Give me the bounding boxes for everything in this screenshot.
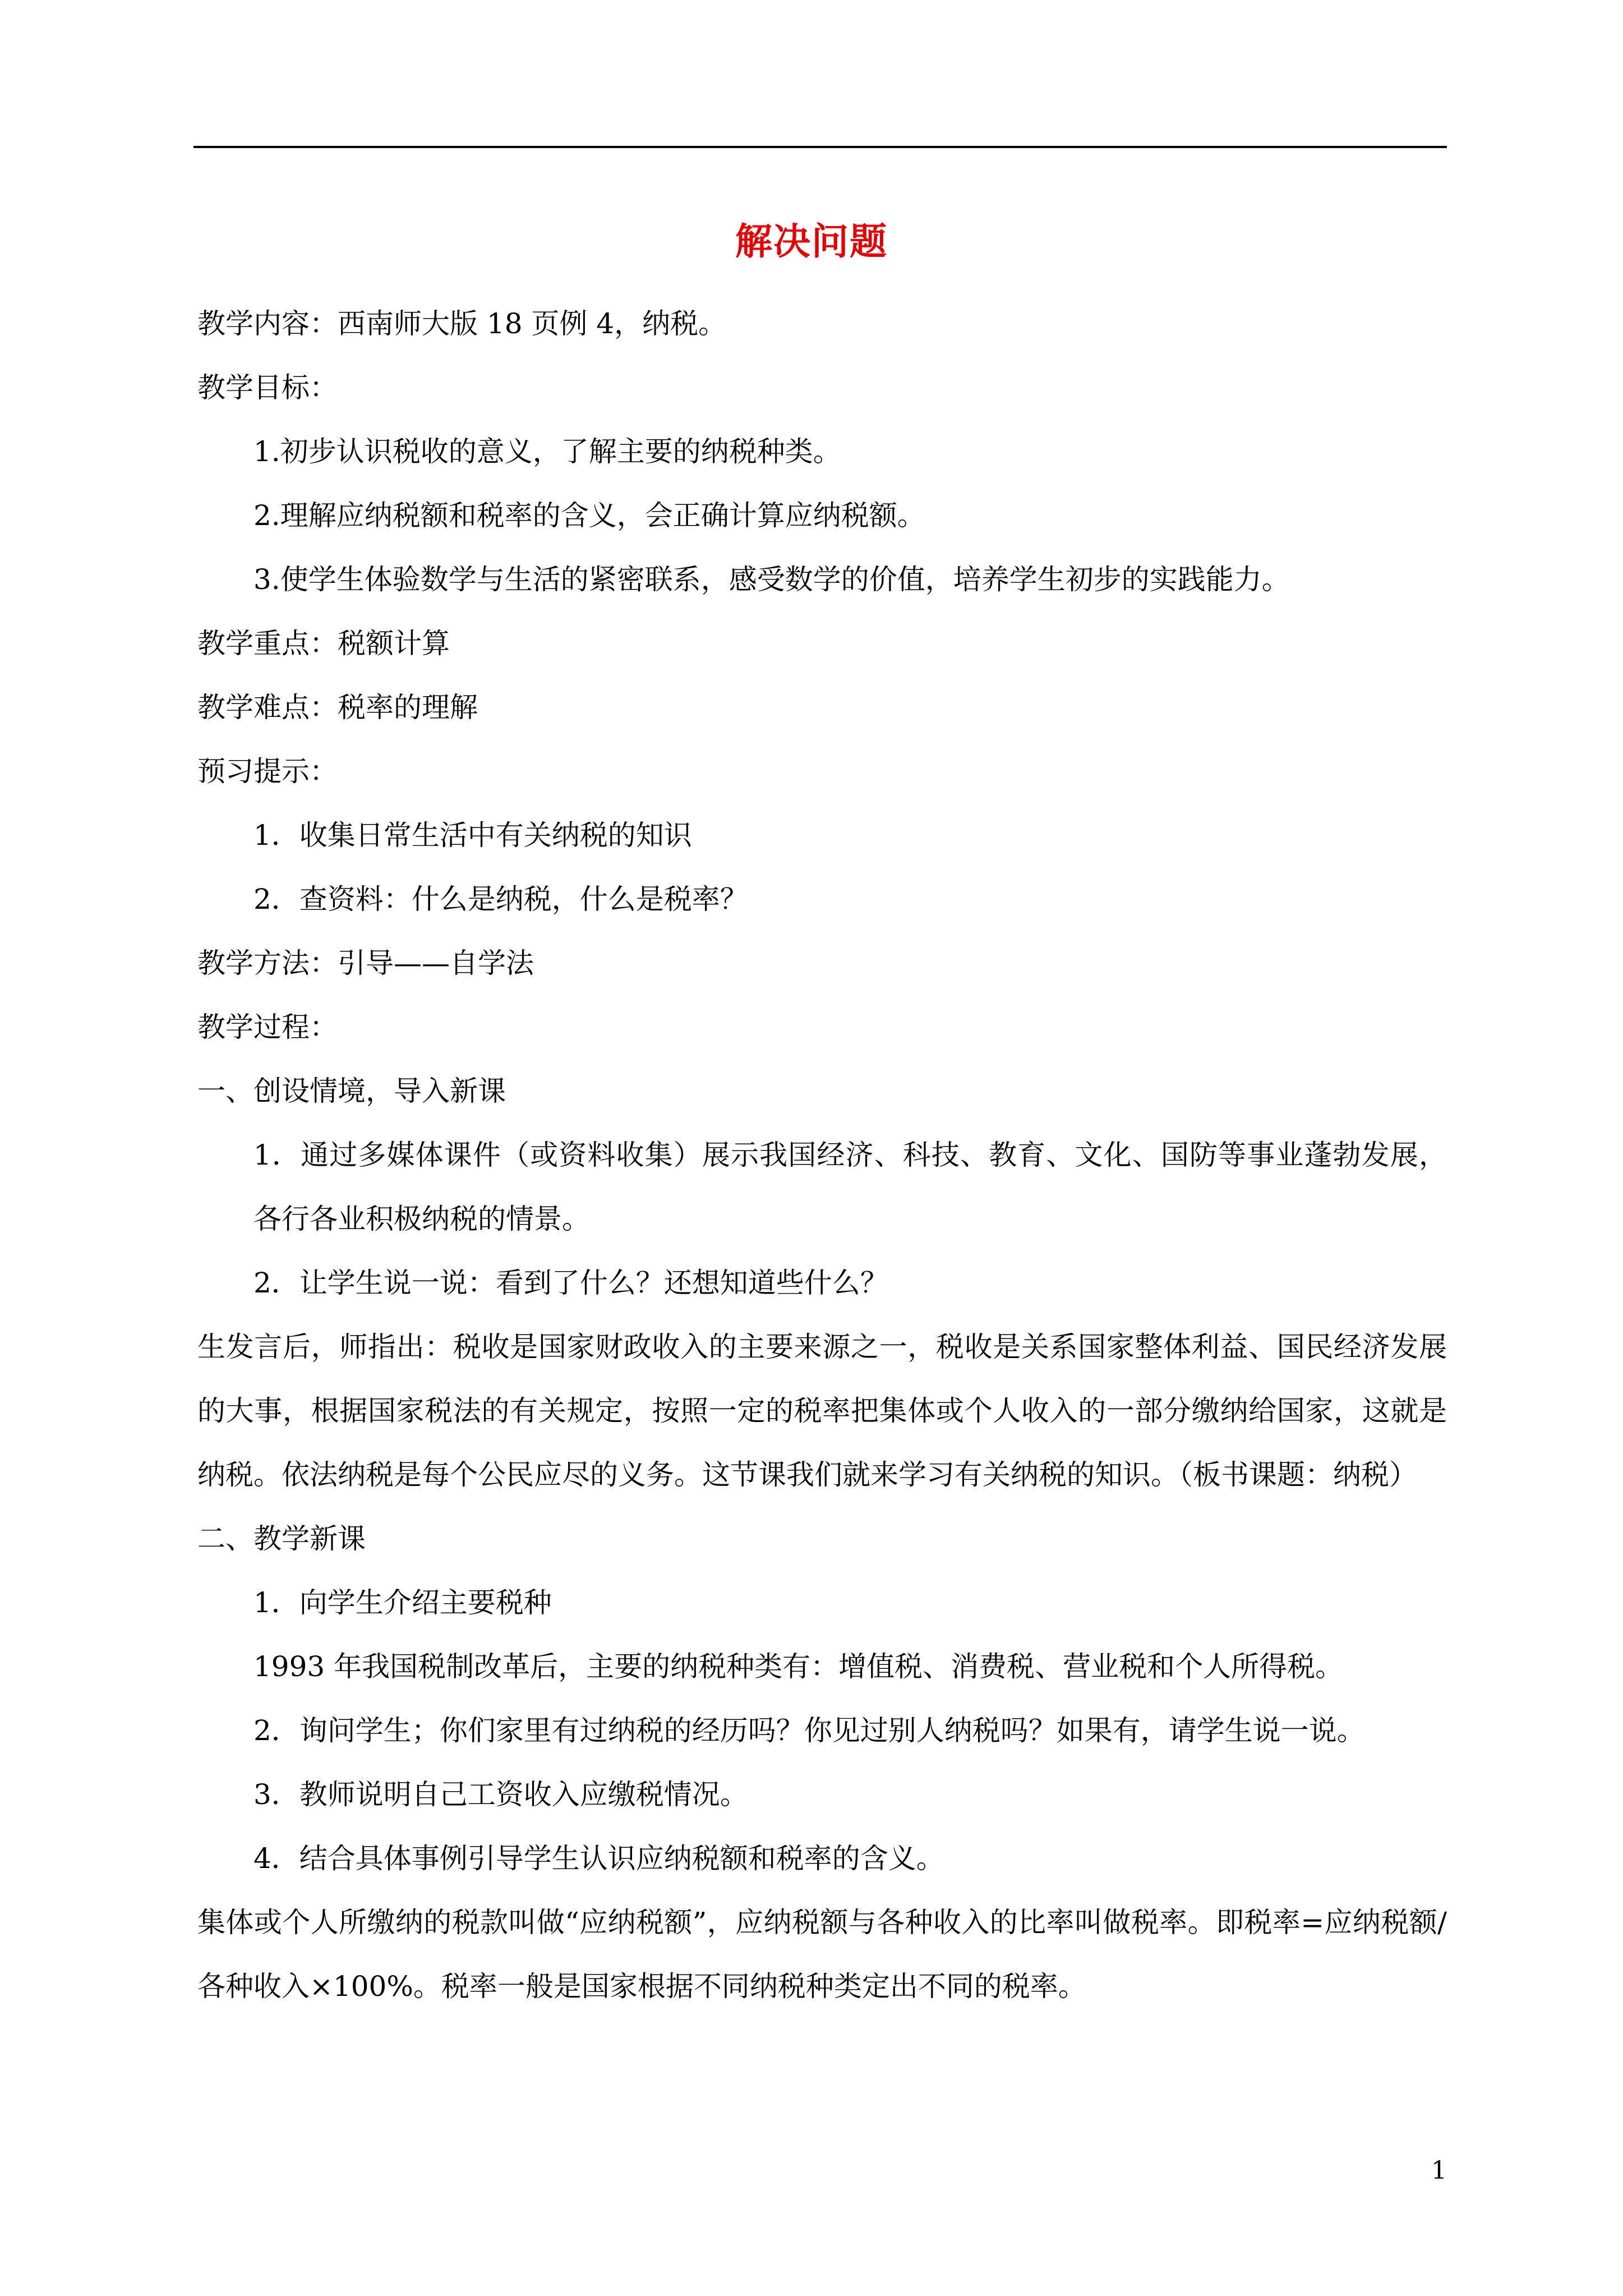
teaching-process-heading: 教学过程： bbox=[197, 1011, 338, 1043]
section-1-heading: 一、创设情境，导入新课 bbox=[197, 1075, 506, 1107]
teaching-key-point: 教学重点：税额计算 bbox=[197, 627, 450, 660]
goal-item-2: 2.理解应纳税额和税率的含义，会正确计算应纳税额。 bbox=[253, 499, 925, 532]
goal-item-3: 3.使学生体验数学与生活的紧密联系，感受数学的价值，培养学生初步的实践能力。 bbox=[253, 563, 1290, 596]
teaching-goals-heading: 教学目标： bbox=[197, 371, 338, 404]
section-2-item-1-detail: 1993 年我国税制改革后，主要的纳税种类有：增值税、消费税、营业税和个人所得税。 bbox=[253, 1650, 1344, 1683]
preview-item-2: 2．查资料：什么是纳税，什么是税率？ bbox=[253, 883, 748, 915]
page-number: 1 bbox=[1431, 2156, 1447, 2185]
header-rule bbox=[193, 146, 1447, 148]
document-body bbox=[197, 292, 1447, 2018]
teaching-content: 教学内容：西南师大版 18 页例 4，纳税。 bbox=[197, 307, 727, 340]
section-1-item-2: 2．让学生说一说：看到了什么？还想知道些什么？ bbox=[253, 1267, 888, 1299]
section-2-item-1: 1．向学生介绍主要税种 bbox=[253, 1586, 552, 1619]
section-2-item-2: 2．询问学生；你们家里有过纳税的经历吗？你见过别人纳税吗？如果有，请学生说一说。 bbox=[253, 1714, 1365, 1747]
section-2-heading: 二、教学新课 bbox=[197, 1522, 366, 1555]
section-2-item-4: 4．结合具体事例引导学生认识应纳税额和税率的含义。 bbox=[253, 1842, 944, 1875]
preview-item-1: 1．收集日常生活中有关纳税的知识 bbox=[253, 819, 692, 852]
teaching-difficulty: 教学难点：税率的理解 bbox=[197, 691, 478, 724]
teaching-method: 教学方法：引导——自学法 bbox=[197, 947, 534, 979]
goal-item-1: 1.初步认识税收的意义，了解主要的纳税种类。 bbox=[253, 435, 841, 468]
document-title: 解决问题 bbox=[735, 219, 888, 263]
section-2-paragraph: 集体或个人所缴纳的税款叫做“应纳税额”，应纳税额与各种收入的比率叫做税率。即税率=应纳税额/各种收入×100%。税率一般是国家根据不同纳税种类定出不同的税率。 bbox=[197, 1906, 1447, 2003]
section-1-item-1: 1．通过多媒体课件（或资料收集）展示我国经济、科技、教育、文化、国防等事业蓬勃发展，各行各业积极纳税的情景。 bbox=[253, 1139, 1447, 1235]
section-2-item-3: 3．教师说明自己工资收入应缴税情况。 bbox=[253, 1778, 748, 1811]
section-1-paragraph: 生发言后，师指出：税收是国家财政收入的主要来源之一，税收是关系国家整体利益、国民经济发展的大事，根据国家税法的有关规定，按照一定的税率把集体或个人收入的一部分缴纳给国家，这就是纳税。依法纳税是每个公民应尽的义务。这节课我们就来学习有关纳税的知识。（板书课题：纳税） bbox=[197, 1331, 1447, 1491]
preview-heading: 预习提示： bbox=[197, 755, 338, 788]
